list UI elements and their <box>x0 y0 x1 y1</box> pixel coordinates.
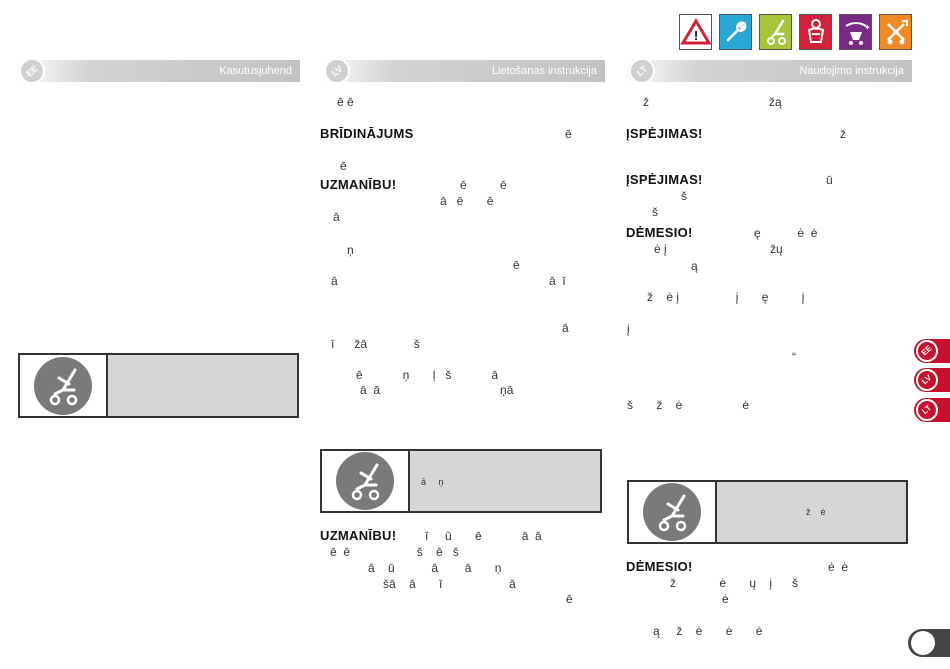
language-badge-ee: EE <box>14 53 51 90</box>
text-line: ē <box>340 159 347 173</box>
note-text-area <box>108 355 297 416</box>
page-tab-dot <box>911 631 935 655</box>
header-title: Lietošanas instrukcija <box>491 65 597 77</box>
column-header-lv <box>320 60 605 82</box>
text-line: šā ā ī ā <box>383 577 516 591</box>
svg-text:!: ! <box>693 28 698 43</box>
text-line: ž ė į į ę į <box>647 290 805 304</box>
text-line: ę ė ė <box>754 226 818 240</box>
text-line: ē <box>565 127 572 141</box>
warning-icon <box>679 14 712 50</box>
text-line: “ <box>792 350 796 364</box>
text-line: ē ē <box>337 95 354 109</box>
warning-heading: BRĪDINĀJUMS <box>320 126 414 141</box>
text-line: ž žą <box>643 95 782 109</box>
warning-heading: ĮSPĖJIMAS! <box>626 172 703 187</box>
text-line: ė <box>722 592 729 606</box>
note-text: ž ė <box>806 507 826 517</box>
text-line: ē ē <box>460 178 507 192</box>
note-box-ee <box>18 353 299 418</box>
column-header-ee <box>18 60 300 82</box>
text-line: ū <box>826 173 833 187</box>
text-line: ą <box>691 259 698 273</box>
page-tab <box>908 629 950 657</box>
attention-heading: DĖMESIO! <box>626 225 693 240</box>
text-line: ē <box>566 592 573 606</box>
language-tab-label: EE <box>912 336 943 367</box>
language-badge-lv: LV <box>319 53 356 90</box>
note-text-area <box>410 451 600 511</box>
text-line: ī ū ē ā ā <box>425 529 542 543</box>
attention-heading: DĖMESIO! <box>626 559 693 574</box>
language-tab-lv[interactable] <box>914 368 950 392</box>
language-tab-label: LV <box>912 365 943 396</box>
text-line: ē <box>513 258 520 272</box>
text-line: ž ė ų į š <box>670 576 799 590</box>
language-tab-label: LT <box>912 395 943 426</box>
text-line: ė ė <box>828 560 849 574</box>
header-title: Kasutusjuhend <box>219 65 292 77</box>
text-line: ā <box>331 274 338 288</box>
text-line: ī žā š <box>331 337 420 351</box>
warning-heading: ĮSPĖJIMAS! <box>626 126 703 141</box>
header-title: Naudojimo instrukcija <box>799 65 904 77</box>
text-line: ž <box>840 127 846 141</box>
note-text: ā ņ <box>421 477 444 487</box>
stroller-note-icon <box>20 355 108 416</box>
child-seat-icon <box>799 14 832 50</box>
svg-text:✦: ✦ <box>863 23 871 32</box>
text-line: š <box>652 205 658 219</box>
note-box-lv <box>320 449 602 513</box>
note-text-area <box>717 482 906 542</box>
note-box-lt <box>627 480 908 544</box>
text-line: ā ī <box>549 274 566 288</box>
stroller-note-icon <box>322 451 410 511</box>
stroller-icon <box>759 14 792 50</box>
text-line: š ž ė ė <box>627 398 750 412</box>
attention-heading: UZMANĪBU! <box>320 528 397 543</box>
text-line: ā ē ē <box>440 194 494 208</box>
attention-heading: UZMANĪBU! <box>320 177 397 192</box>
language-tab-lt[interactable] <box>914 398 950 422</box>
text-line: ą ž ė ė ė <box>653 624 763 638</box>
text-line: ā ā ņā <box>360 383 514 397</box>
bath-icon <box>839 14 872 50</box>
text-line: š <box>681 189 687 203</box>
wrench-icon <box>719 14 752 50</box>
text-line: ē ē š ē š <box>330 545 459 559</box>
text-line: ā <box>333 210 340 224</box>
text-line: ņ <box>347 243 354 257</box>
text-line: ā <box>562 321 569 335</box>
text-line: ā ū ā ā ņ <box>368 561 502 575</box>
text-line: ė į žų <box>654 242 783 256</box>
fold-icon <box>879 14 912 50</box>
language-badge-lt: LT <box>624 53 661 90</box>
text-line: ē ņ ļ š ā <box>356 368 499 382</box>
column-header-lt <box>625 60 912 82</box>
stroller-note-icon <box>629 482 717 542</box>
language-tab-ee[interactable] <box>914 339 950 363</box>
text-line: į <box>627 322 630 336</box>
